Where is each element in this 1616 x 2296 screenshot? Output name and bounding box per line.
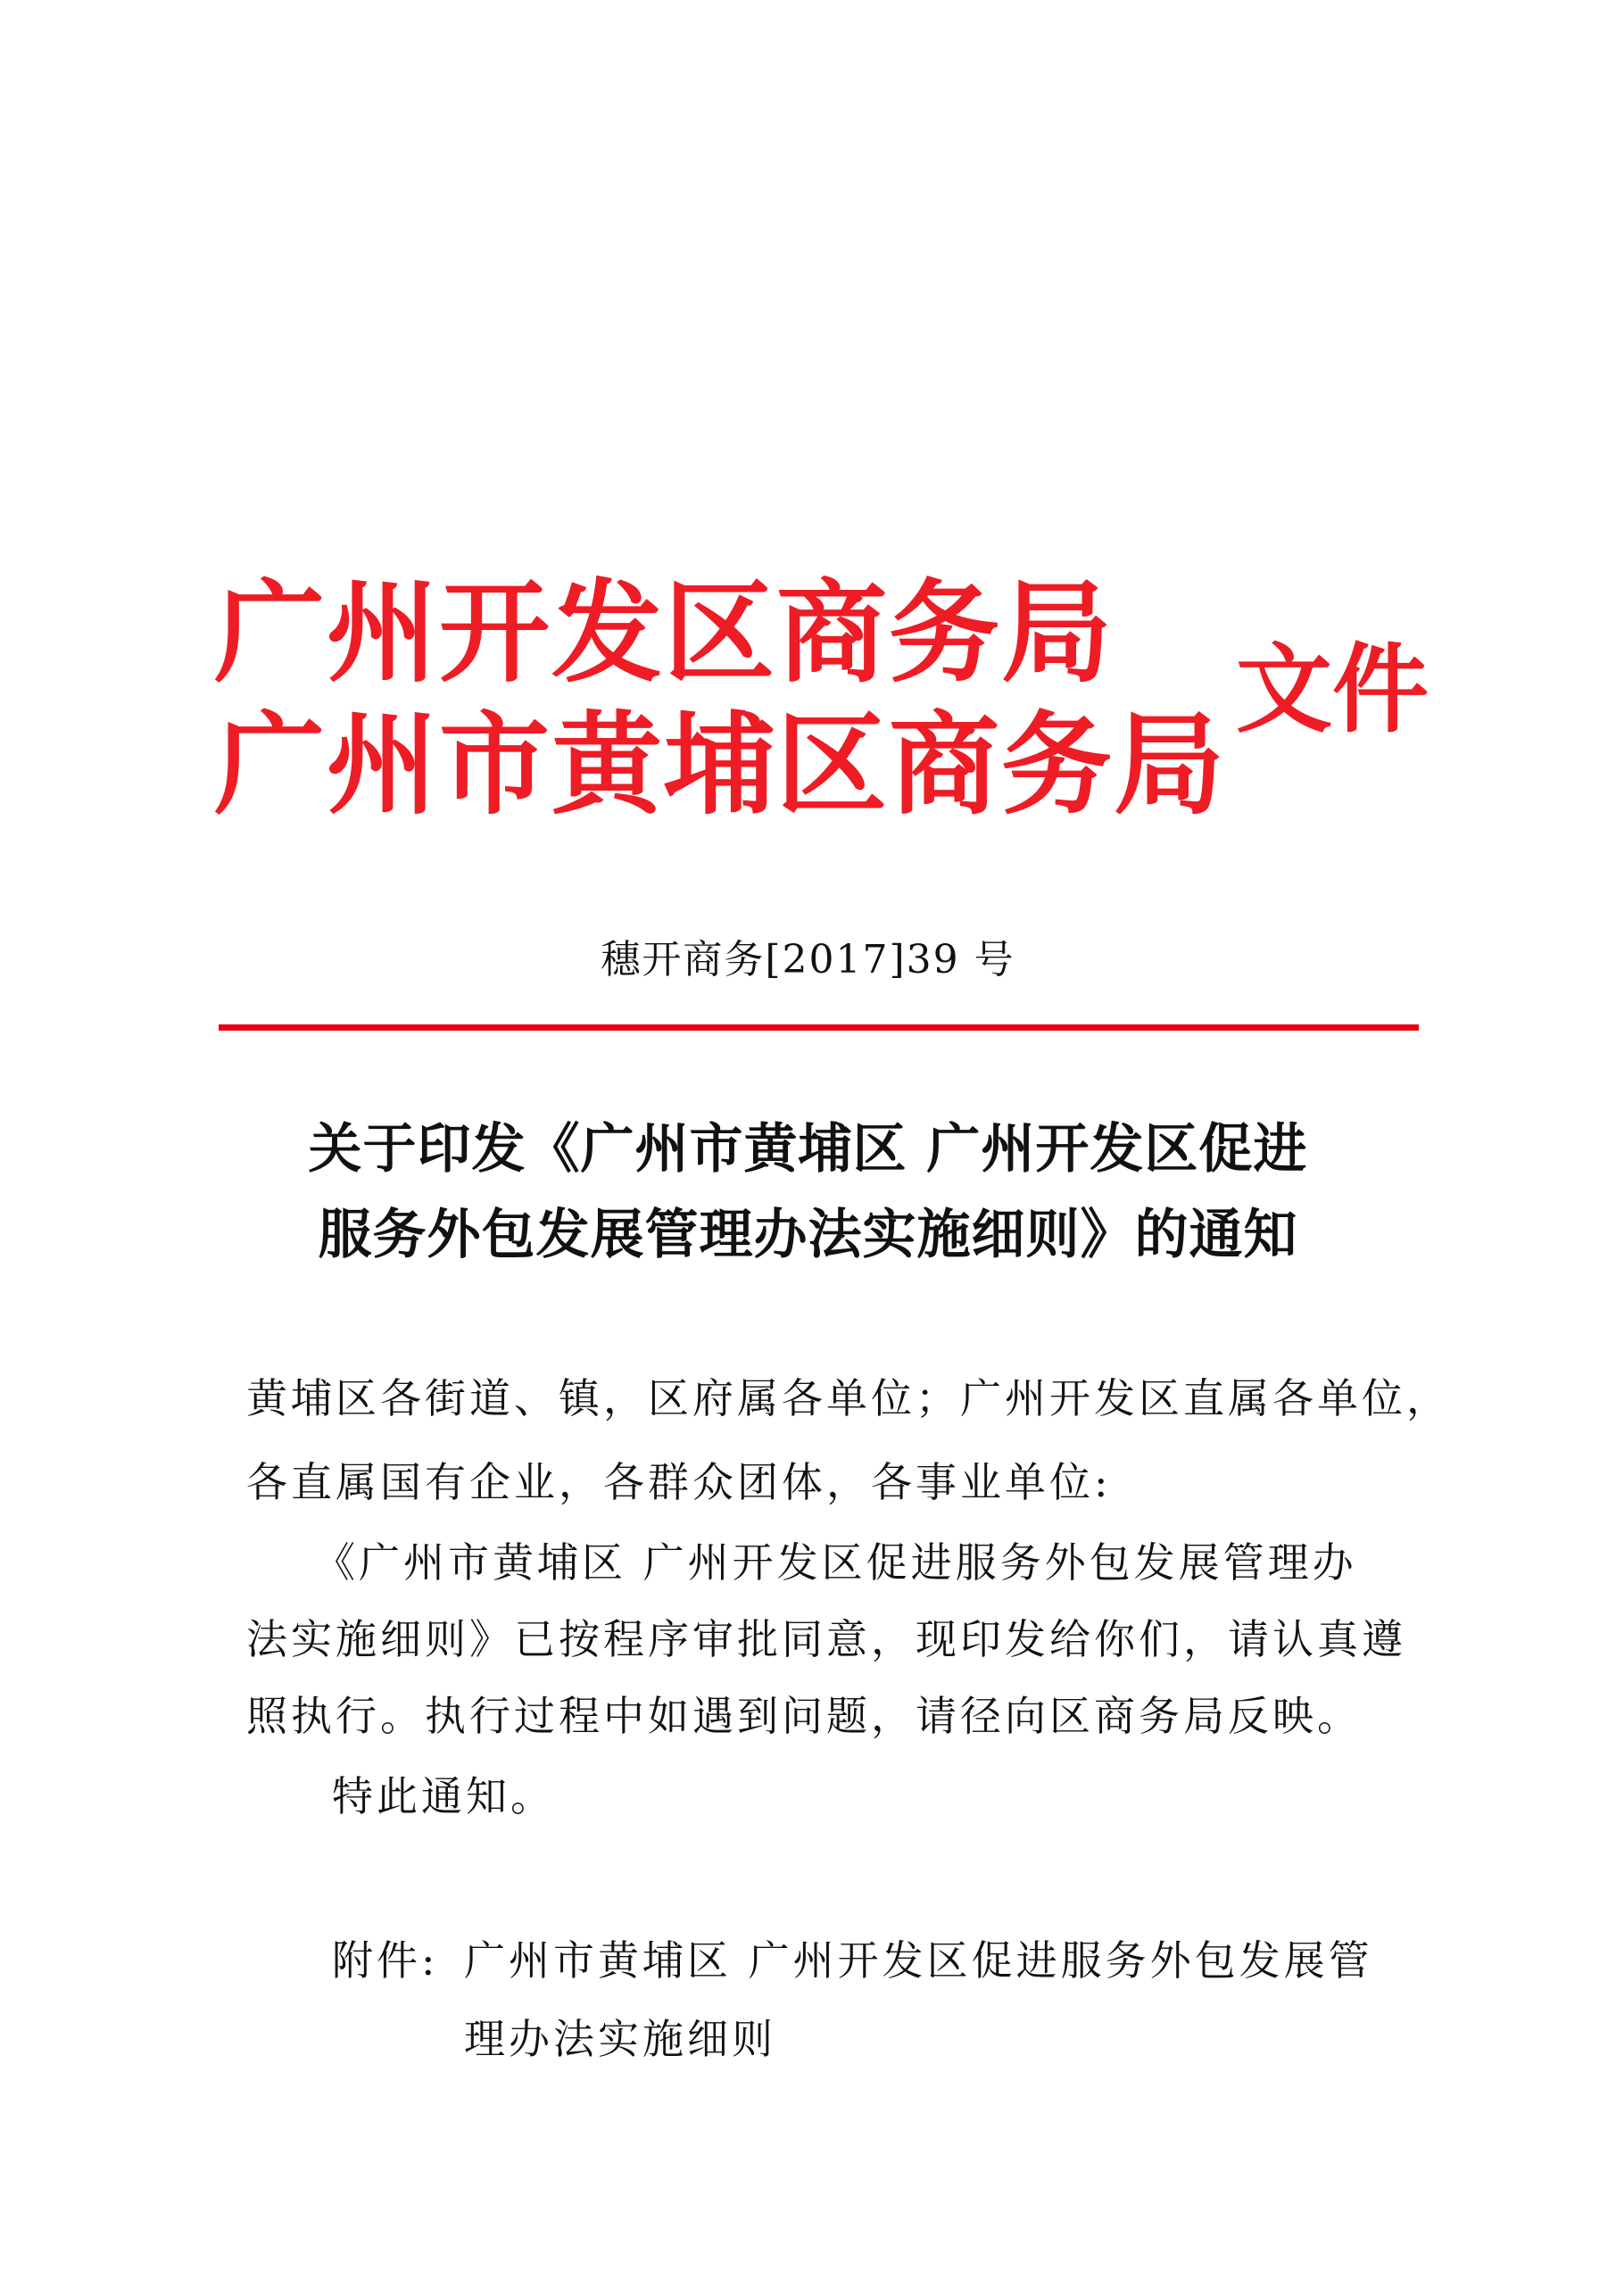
masthead: [214, 568, 1463, 830]
document-number: 穗开商务[2017]39 号: [601, 937, 1015, 982]
title-line-1: 关于印发《广州市黄埔区 广州开发区促进: [308, 1118, 1308, 1181]
body-paragraph-line-3: 照执行。执行过程中如遇到问题，请径向区商务局反映。: [246, 1692, 1362, 1740]
closing-line: 特此通知。: [332, 1772, 555, 1820]
addressee-line-1: 黄埔区各街道、镇，区府属各单位；广州开发区直属各单位，: [246, 1374, 1451, 1422]
body-paragraph-line-1: 《广州市黄埔区 广州开发区促进服务外包发展管理办: [314, 1538, 1357, 1587]
red-separator-rule: [219, 1024, 1419, 1031]
addressee-line-2: 各直属国有企业，各群众团体，各事业单位:: [246, 1458, 1112, 1506]
body-paragraph-line-2: 法实施细则》已按程序审批同意，现印发给你们，请认真遵: [246, 1615, 1406, 1663]
attachment-title-line-2: 理办法实施细则: [464, 2015, 776, 2063]
title-line-2: 服务外包发展管理办法实施细则》的通知: [318, 1204, 1298, 1266]
attachment-label: 附件:: [332, 1936, 439, 1985]
masthead-issuer-1: 广州开发区商务局: [214, 568, 1115, 698]
masthead-suffix: 文件: [1236, 634, 1430, 746]
masthead-issuer-2: 广州市黄埔区商务局: [214, 700, 1227, 830]
attachment-title-line-1: 广州市黄埔区 广州开发区促进服务外包发展管: [464, 1936, 1373, 1985]
document-title: [0, 1107, 1616, 1278]
